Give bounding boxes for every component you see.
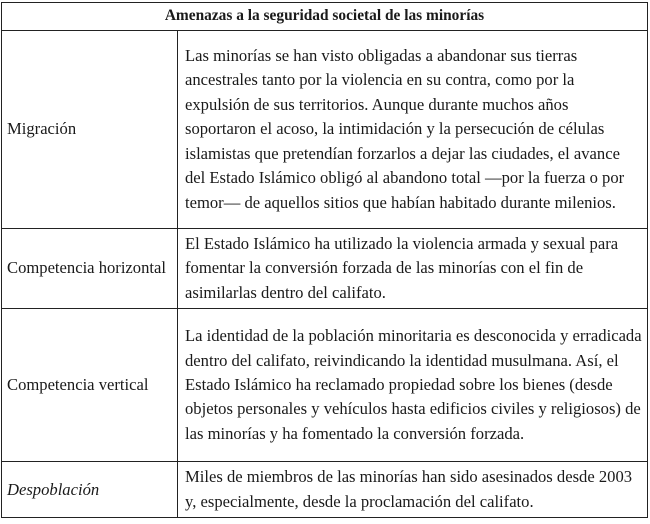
row-description: La identidad de la población minoritaria es desconocida y erradicada dentro del califato, reivindicando la identidad musulmana. Así, el Estado Islámico ha reclamado propiedad sobre los bienes (desde objetos personales y vehículos hasta edificios civiles y religiosos) de las minorías y ha fomentado la conversión forzada.	[178, 309, 648, 462]
table-header-row	[2, 3, 648, 31]
row-description: Las minorías se han visto obligadas a abandonar sus tierras ancestrales tanto por la violencia en su contra, como por la expulsión de sus territorios. Aunque durante muchos años soportaron el acoso, la intimidación y la persecución de células islamistas que pretendían forzarlos a dejar las ciudades, el avance del Estado Islámico obligó al abandono total —por la fuerza o por temor— de aquellos sitios que habían habitado durante milenios.	[178, 31, 648, 229]
table-row	[2, 309, 648, 462]
table-row	[2, 229, 648, 309]
table-row	[2, 31, 648, 229]
row-label: Competencia vertical	[2, 309, 178, 462]
row-label: Competencia horizontal	[2, 229, 178, 309]
row-label: Despoblación	[2, 462, 178, 518]
threats-table	[1, 2, 648, 518]
table-row	[2, 462, 648, 518]
table-title: Amenazas a la seguridad societal de las minorías	[2, 3, 648, 31]
row-description: El Estado Islámico ha utilizado la violencia armada y sexual para fomentar la conversión forzada de las minorías con el fin de asimilarlas dentro del califato.	[178, 229, 648, 309]
row-label: Migración	[2, 31, 178, 229]
row-description: Miles de miembros de las minorías han sido asesinados desde 2003 y, especialmente, desde la proclamación del califato.	[178, 462, 648, 518]
